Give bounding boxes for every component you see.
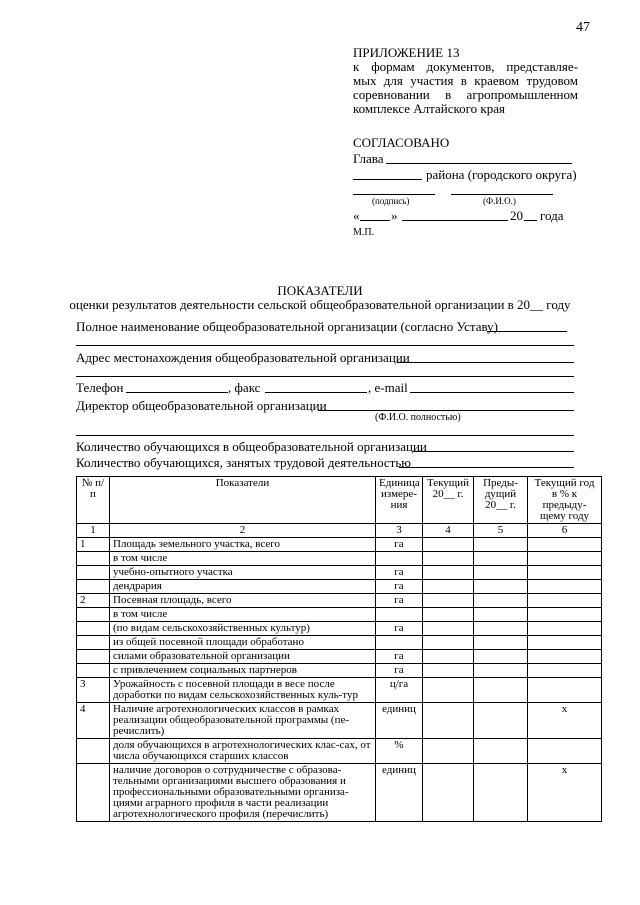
row-current-value xyxy=(423,764,474,822)
row-percent xyxy=(528,566,602,580)
header-number: № п/п xyxy=(77,477,110,524)
fio-line xyxy=(451,181,553,195)
approval-heading: СОГЛАСОВАНО xyxy=(353,135,450,150)
table-row xyxy=(77,538,602,552)
row-previous-value xyxy=(474,650,528,664)
year-suffix: года xyxy=(540,208,564,223)
row-previous-value xyxy=(474,552,528,566)
row-unit: ц/га xyxy=(376,678,423,703)
full-name-line-2 xyxy=(76,333,574,346)
header-indicator: Показатели xyxy=(110,477,376,524)
director-line-2 xyxy=(76,423,574,436)
students-count-line xyxy=(413,438,574,452)
row-indicator: силами образовательной организации xyxy=(110,650,376,664)
row-unit: га xyxy=(376,580,423,594)
email-label: , e-mail xyxy=(368,380,408,395)
row-current-value xyxy=(423,650,474,664)
row-previous-value xyxy=(474,622,528,636)
full-name-line xyxy=(487,318,567,332)
row-percent xyxy=(528,664,602,678)
date-month-line xyxy=(402,207,508,221)
date-open-quote: « xyxy=(353,208,360,223)
row-current-value xyxy=(423,664,474,678)
column-number: 2 xyxy=(110,524,376,538)
appendix-line: мых для участия в краевом трудовом xyxy=(353,73,578,88)
row-previous-value xyxy=(474,739,528,764)
row-current-value xyxy=(423,538,474,552)
header-percent: Текущий год в % к предыду-щему году xyxy=(528,477,602,524)
row-indicator: доля обучающихся в агротехнологических клас-сах, от числа обучающихся старших классов xyxy=(110,739,376,764)
row-indicator: из общей посевной площади обработано xyxy=(110,636,376,650)
row-current-value xyxy=(423,580,474,594)
table-row xyxy=(77,594,602,608)
director-caption: (Ф.И.О. полностью) xyxy=(375,412,461,423)
address-line-2 xyxy=(76,364,574,377)
row-percent xyxy=(528,636,602,650)
students-labor-line xyxy=(399,454,574,468)
row-previous-value xyxy=(474,538,528,552)
table-row xyxy=(77,650,602,664)
row-unit: % xyxy=(376,739,423,764)
row-indicator: Наличие агротехнологических классов в рамках реализации общеобразовательной программы (пе-речислить) xyxy=(110,703,376,739)
row-unit: га xyxy=(376,622,423,636)
row-unit xyxy=(376,636,423,650)
row-indicator: в том числе xyxy=(110,608,376,622)
row-number: 1 xyxy=(77,538,110,552)
row-number xyxy=(77,650,110,664)
row-previous-value xyxy=(474,636,528,650)
row-unit: га xyxy=(376,650,423,664)
column-number: 3 xyxy=(376,524,423,538)
table-row xyxy=(77,622,602,636)
row-current-value xyxy=(423,622,474,636)
appendix-line: к формам документов, представляе- xyxy=(353,59,578,74)
appendix-title: ПРИЛОЖЕНИЕ 13 xyxy=(353,45,460,60)
column-number: 5 xyxy=(474,524,528,538)
row-current-value xyxy=(423,608,474,622)
row-number xyxy=(77,566,110,580)
phone-label: Телефон xyxy=(76,380,124,395)
row-previous-value xyxy=(474,608,528,622)
table-row xyxy=(77,764,602,822)
row-percent xyxy=(528,622,602,636)
email-line xyxy=(410,379,574,393)
row-unit xyxy=(376,552,423,566)
table-row xyxy=(77,678,602,703)
page-number: 47 xyxy=(576,20,590,35)
students-labor-label: Количество обучающихся, занятых трудовой деятельностью xyxy=(76,455,411,470)
date-day-line xyxy=(360,207,390,221)
row-percent xyxy=(528,594,602,608)
row-previous-value xyxy=(474,594,528,608)
stamp-label: М.П. xyxy=(353,227,375,238)
district-line xyxy=(353,166,422,180)
table-header-row xyxy=(77,477,602,524)
table-row xyxy=(77,566,602,580)
row-indicator: дендрария xyxy=(110,580,376,594)
row-indicator: учебно-опытного участка xyxy=(110,566,376,580)
date-close-quote: » xyxy=(391,208,398,223)
row-unit xyxy=(376,608,423,622)
row-current-value xyxy=(423,678,474,703)
row-current-value xyxy=(423,566,474,580)
row-unit: единиц xyxy=(376,703,423,739)
row-percent xyxy=(528,739,602,764)
row-number xyxy=(77,739,110,764)
students-count-label: Количество обучающихся в общеобразовательной организации xyxy=(76,439,427,454)
row-indicator: Посевная площадь, всего xyxy=(110,594,376,608)
year-prefix: 20 xyxy=(510,208,523,223)
row-current-value xyxy=(423,552,474,566)
row-previous-value xyxy=(474,764,528,822)
row-number xyxy=(77,636,110,650)
director-label: Директор общеобразовательной организации xyxy=(76,398,327,413)
signature-caption: (подпись) xyxy=(372,196,410,206)
row-indicator: Площадь земельного участка, всего xyxy=(110,538,376,552)
row-number xyxy=(77,764,110,822)
row-current-value xyxy=(423,703,474,739)
phone-line xyxy=(126,379,228,393)
row-number xyxy=(77,608,110,622)
row-percent: х xyxy=(528,764,602,822)
row-previous-value xyxy=(474,566,528,580)
table-row xyxy=(77,739,602,764)
row-unit: га xyxy=(376,566,423,580)
signature-line xyxy=(353,181,435,195)
table-row xyxy=(77,664,602,678)
row-percent xyxy=(528,650,602,664)
row-number: 3 xyxy=(77,678,110,703)
table-row xyxy=(77,703,602,739)
row-percent xyxy=(528,538,602,552)
row-unit: га xyxy=(376,538,423,552)
appendix-line: соревновании в агропромышленном xyxy=(353,87,578,102)
row-current-value xyxy=(423,594,474,608)
row-indicator: с привлечением социальных партнеров xyxy=(110,664,376,678)
head-name-line xyxy=(386,150,572,164)
row-previous-value xyxy=(474,703,528,739)
row-unit: га xyxy=(376,664,423,678)
row-number xyxy=(77,622,110,636)
indicators-table xyxy=(76,476,602,822)
page-title: ПОКАЗАТЕЛИ xyxy=(277,283,363,298)
appendix-line: комплексе Алтайского края xyxy=(353,101,505,116)
fax-label: , факс xyxy=(228,380,261,395)
year-line xyxy=(524,207,537,221)
header-current: Текущий 20__ г. xyxy=(423,477,474,524)
district-label: района (городского округа) xyxy=(426,167,577,182)
column-number: 6 xyxy=(528,524,602,538)
row-current-value xyxy=(423,739,474,764)
row-previous-value xyxy=(474,664,528,678)
row-percent: х xyxy=(528,703,602,739)
fio-caption: (Ф.И.О.) xyxy=(483,196,516,206)
row-number: 4 xyxy=(77,703,110,739)
header-unit: Единица измере-ния xyxy=(376,477,423,524)
row-number xyxy=(77,664,110,678)
row-indicator: в том числе xyxy=(110,552,376,566)
table-body xyxy=(77,538,602,822)
table-row xyxy=(77,608,602,622)
row-indicator: наличие договоров о сотрудничестве с образова-тельными организациями высшего образования и профессиональными образовательными организа-циями аграрного профиля в части реализации агротехнологического профиля (перечислить) xyxy=(110,764,376,822)
address-label: Адрес местонахождения общеобразовательной организации xyxy=(76,350,410,365)
row-percent xyxy=(528,678,602,703)
director-line xyxy=(318,397,574,411)
table-row xyxy=(77,552,602,566)
full-name-label: Полное наименование общеобразовательной организации (согласно Уставу) xyxy=(76,319,499,334)
page-subtitle: оценки результатов деятельности сельской общеобразовательной организации в 20__ году xyxy=(69,297,571,312)
row-number xyxy=(77,552,110,566)
row-percent xyxy=(528,608,602,622)
table-row xyxy=(77,580,602,594)
row-previous-value xyxy=(474,678,528,703)
address-line xyxy=(397,349,574,363)
column-number: 1 xyxy=(77,524,110,538)
fax-line xyxy=(265,379,367,393)
row-current-value xyxy=(423,636,474,650)
approval-head-label: Глава xyxy=(353,151,384,166)
header-previous: Преды-дущий 20__ г. xyxy=(474,477,528,524)
row-number xyxy=(77,580,110,594)
row-unit: га xyxy=(376,594,423,608)
table-number-row xyxy=(77,524,602,538)
column-number: 4 xyxy=(423,524,474,538)
row-unit: единиц xyxy=(376,764,423,822)
row-previous-value xyxy=(474,580,528,594)
table-row xyxy=(77,636,602,650)
row-percent xyxy=(528,580,602,594)
row-indicator: Урожайность с посевной площади в весе после доработки по видам сельскохозяйственных куль-тур xyxy=(110,678,376,703)
row-indicator: (по видам сельскохозяйственных культур) xyxy=(110,622,376,636)
appendix-block xyxy=(353,46,578,116)
row-number: 2 xyxy=(77,594,110,608)
row-percent xyxy=(528,552,602,566)
